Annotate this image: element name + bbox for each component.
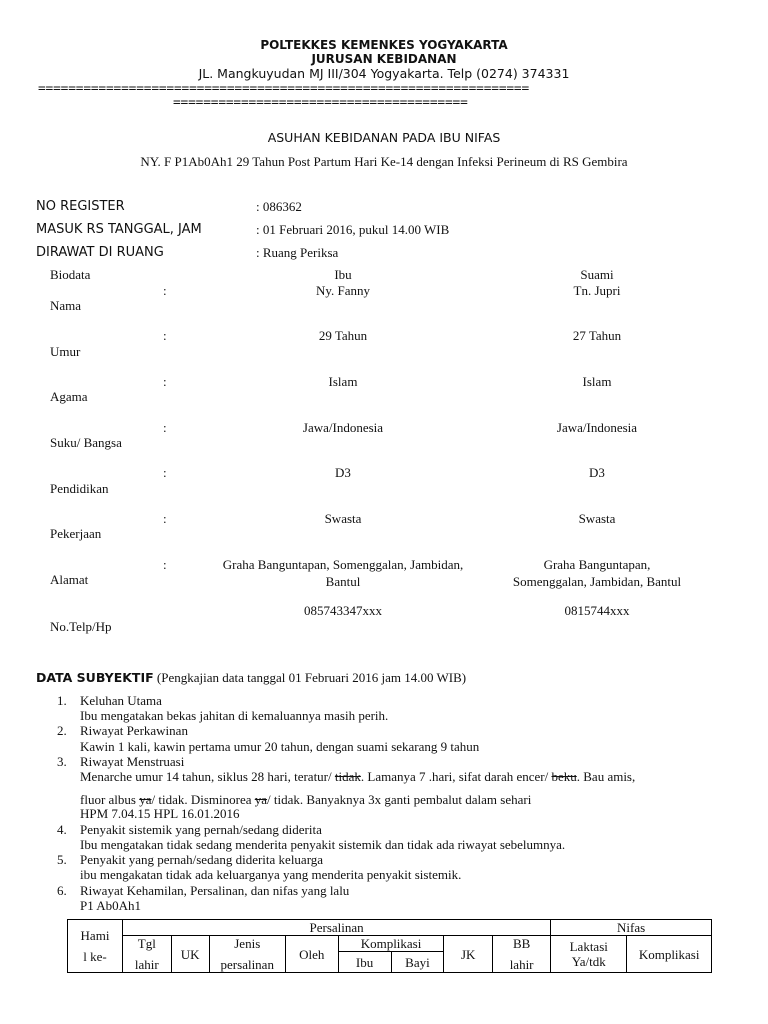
header-komplikasi: Komplikasi — [338, 936, 444, 952]
menstruation-line-3: HPM 7.04.15 HPL 16.01.2016 — [80, 806, 240, 821]
colon: : — [163, 420, 167, 435]
item-title: Riwayat Menstruasi — [80, 754, 185, 769]
pregnancy-history-table — [67, 919, 712, 973]
ibu-pendidikan: D3 — [335, 465, 351, 480]
suami-umur: 27 Tahun — [572, 328, 622, 343]
header-tgl-lahir: Tgl lahir — [122, 936, 171, 973]
item-number: 4. — [57, 822, 67, 837]
ibu-agama: Islam — [328, 374, 358, 389]
suami-suku: Jawa/Indonesia — [556, 420, 638, 435]
colon: : — [163, 374, 167, 389]
header-nifas: Nifas — [551, 920, 712, 936]
menstruation-line-2: fluor albus ya/ tidak. Disminorea ya/ tidak. Banyaknya 3x ganti pembalut dalam sehari — [80, 792, 532, 807]
label-suku: Suku/ Bangsa — [50, 435, 122, 450]
item-title: Penyakit sistemik yang pernah/sedang diderita — [80, 822, 322, 837]
admission-value: : 01 Februari 2016, pukul 14.00 WIB — [256, 222, 450, 237]
ibu-suku: Jawa/Indonesia — [302, 420, 384, 435]
item-number: 1. — [57, 693, 67, 708]
document-subtitle: NY. F P1Ab0Ah1 29 Tahun Post Partum Hari Ke-14 dengan Infeksi Perineum di RS Gembira — [140, 154, 628, 169]
label-alamat: Alamat — [50, 572, 89, 587]
biodata-heading: Biodata — [50, 267, 91, 282]
colon: : — [163, 283, 167, 298]
item-number: 3. — [57, 754, 67, 769]
suami-agama: Islam — [582, 374, 612, 389]
department-name: JURUSAN KEBIDANAN — [311, 52, 457, 66]
header-komplikasi-ibu: Ibu — [338, 952, 391, 973]
ibu-alamat-line2: Bantul — [325, 574, 361, 589]
register-value: : 086362 — [256, 199, 302, 214]
colon: : — [163, 465, 167, 480]
header-oleh: Oleh — [285, 936, 338, 973]
label-nama: Nama — [50, 298, 82, 313]
suami-pendidikan: D3 — [589, 465, 605, 480]
item-text: Kawin 1 kali, kawin pertama umur 20 tahun, dengan suami sekarang 9 tahun — [80, 739, 480, 754]
label-pendidikan: Pendidikan — [50, 481, 109, 496]
suami-nama: Tn. Jupri — [573, 283, 621, 298]
item-title: Keluhan Utama — [80, 693, 162, 708]
menstruation-line-1: Menarche umur 14 tahun, siklus 28 hari, teratur/ tidak. Lamanya 7 .hari, sifat darah encer/ beku. Bau amis, — [80, 769, 636, 784]
subjective-heading: DATA SUBYEKTIF — [36, 670, 154, 685]
header-rule-1: ================================================================= — [38, 81, 530, 96]
header-bb-lahir: BB lahir — [493, 936, 551, 973]
item-number: 2. — [57, 723, 67, 738]
header-hamil: Hami l ke- — [68, 920, 123, 973]
institution-name: POLTEKKES KEMENKES YOGYAKARTA — [260, 38, 508, 52]
header-komplikasi-bayi: Bayi — [391, 952, 444, 973]
header-rule-2: ======================================= — [173, 95, 468, 110]
suami-alamat-line2: Somenggalan, Jambidan, Bantul — [512, 574, 682, 589]
item-text: Ibu mengatakan tidak sedang menderita penyakit sistemik dan tidak ada riwayat sebelumnya. — [80, 837, 566, 852]
item-text: P1 Ab0Ah1 — [80, 898, 142, 913]
ibu-nama: Ny. Fanny — [315, 283, 371, 298]
header-persalinan: Persalinan — [122, 920, 550, 936]
ibu-alamat-line1: Graha Banguntapan, Somenggalan, Jambidan, — [222, 557, 464, 572]
header-jk: JK — [444, 936, 493, 973]
ibu-telp: 085743347xxx — [304, 603, 382, 618]
suami-telp: 0815744xxx — [564, 603, 630, 618]
header-jenis-persalinan: Jenis persalinan — [209, 936, 285, 973]
subjective-heading-line — [36, 670, 466, 686]
label-telp: No.Telp/Hp — [50, 619, 112, 634]
subjective-note: (Pengkajian data tanggal 01 Februari 2016 jam 14.00 WIB) — [156, 670, 467, 685]
institution-address: JL. Mangkuyudan MJ III/304 Yogyakarta. Telp (0274) 374331 — [198, 66, 570, 81]
item-title: Riwayat Kehamilan, Persalinan, dan nifas yang lalu — [80, 883, 350, 898]
document-title: ASUHAN KEBIDANAN PADA IBU NIFAS — [267, 130, 501, 145]
ward-value: : Ruang Periksa — [256, 245, 339, 260]
label-agama: Agama — [50, 389, 88, 404]
item-title: Penyakit yang pernah/sedang diderita keluarga — [80, 852, 324, 867]
item-number: 6. — [57, 883, 67, 898]
ibu-umur: 29 Tahun — [318, 328, 368, 343]
biodata-col-ibu: Ibu — [334, 267, 352, 282]
admission-label: MASUK RS TANGGAL, JAM — [36, 222, 202, 237]
item-title: Riwayat Perkawinan — [80, 723, 188, 738]
colon: : — [163, 328, 167, 343]
suami-alamat-line1: Graha Banguntapan, — [543, 557, 651, 572]
biodata-col-suami: Suami — [580, 267, 614, 282]
header-uk: UK — [171, 936, 209, 973]
item-text: ibu mengakatan tidak ada keluarganya yang menderita penyakit sistemik. — [80, 867, 462, 882]
label-umur: Umur — [50, 344, 81, 359]
item-text: Ibu mengatakan bekas jahitan di kemaluannya masih perih. — [80, 708, 389, 723]
label-pekerjaan: Pekerjaan — [50, 526, 102, 541]
ibu-pekerjaan: Swasta — [324, 511, 362, 526]
colon: : — [163, 511, 167, 526]
suami-pekerjaan: Swasta — [578, 511, 616, 526]
header-laktasi: Laktasi Ya/tdk — [551, 936, 627, 973]
ward-label: DIRAWAT DI RUANG — [36, 245, 164, 260]
item-number: 5. — [57, 852, 67, 867]
header-komplikasi-nifas: Komplikasi — [627, 936, 712, 973]
colon: : — [163, 557, 167, 572]
register-label: NO REGISTER — [36, 199, 125, 214]
